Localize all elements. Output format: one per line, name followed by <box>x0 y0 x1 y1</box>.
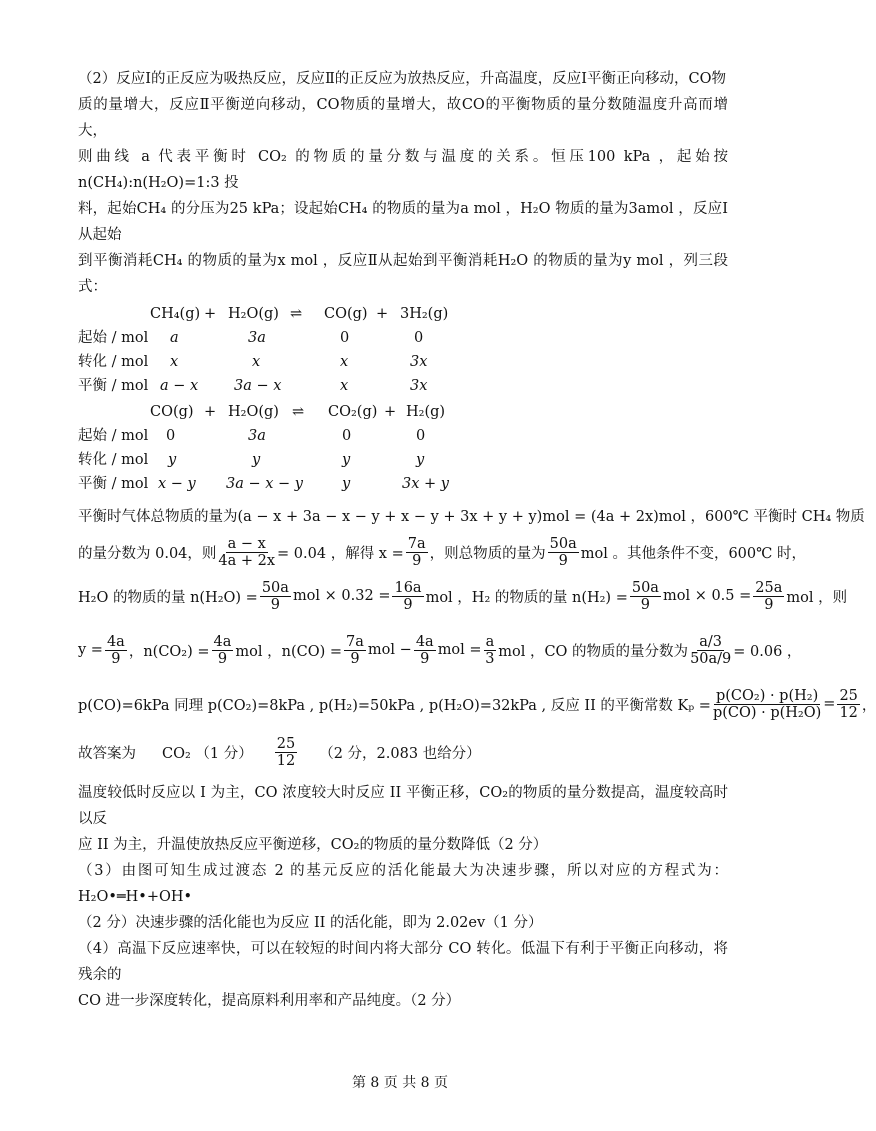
text: y = <box>78 642 103 658</box>
numerator: 25a <box>755 579 783 596</box>
text: mol ，n(CO) = <box>235 643 343 660</box>
t1-h-co: CO(g) <box>324 306 368 322</box>
cell: y <box>342 476 351 492</box>
numerator: a/3 <box>699 633 723 650</box>
denominator: 9 <box>640 596 651 613</box>
kp-line <box>78 682 876 726</box>
numerator: 7a <box>346 633 364 650</box>
numerator: a <box>485 633 495 650</box>
fraction <box>414 634 436 667</box>
table-row <box>78 472 728 496</box>
t1-h-eq: ⇌ <box>290 306 303 322</box>
table-row <box>78 350 728 374</box>
numerator: 50a <box>261 579 289 596</box>
denominator: 4a + 2x <box>218 552 276 569</box>
cell: 0 <box>166 428 176 444</box>
fraction <box>548 536 579 569</box>
denominator: 9 <box>412 552 422 569</box>
cell: y <box>342 452 351 468</box>
cell: a <box>170 330 179 346</box>
text: p(CO)=6kPa 同理 p(CO₂)=8kPa , p(H₂)=50kPa , p(H₂O)=32kPa , 反应 II 的平衡常数 Kₚ = <box>78 697 711 714</box>
denominator: 9 <box>558 552 568 569</box>
text: ，n(CO₂) = <box>128 643 210 660</box>
page-footer: 第 8 页 共 8 页 <box>351 1075 449 1091</box>
text: mol ，则 <box>786 589 848 606</box>
row-label: 转化 / mol <box>78 452 149 468</box>
row-label: 起始 / mol <box>78 330 149 346</box>
cell: 3x <box>410 354 428 370</box>
para-2-line-1: （2）反应Ⅰ的正反应为吸热反应，反应Ⅱ的正反应为放热反应，升高温度，反应Ⅰ平衡正向移动，CO物 <box>78 71 727 87</box>
table-row <box>78 424 728 448</box>
para-2-line-3: 则曲线 a 代表平衡时 CO₂ 的物质的量分数与温度的关系。恒压100 kPa ，起始按n(CH₄):n(H₂O)=1:3 投 <box>78 149 728 191</box>
explanation-line-1: 温度较低时反应以 I 为主，CO 浓度较大时反应 II 平衡正移，CO₂的物质的量分数提高，温度较高时以反 <box>78 785 728 827</box>
text: mol ，CO 的物质的量分数为 <box>498 643 689 660</box>
para-2-line-2: 质的量增大，反应Ⅱ平衡逆向移动，CO物质的量增大，故CO的平衡物质的量分数随温度升高而增大， <box>78 97 728 139</box>
cell: y <box>416 452 425 468</box>
cell: x − y <box>158 476 196 492</box>
row-label: 平衡 / mol <box>78 378 149 394</box>
text: mol = <box>437 642 482 658</box>
fraction <box>218 536 275 569</box>
text: = 0.06 ， <box>733 643 802 660</box>
fraction <box>212 634 234 667</box>
fraction <box>630 580 661 613</box>
h2o-h2-amount-line <box>78 574 848 618</box>
numerator: 50a <box>549 535 577 552</box>
part-3-line-1: （3）由图可知生成过渡态 2 的基元反应的活化能最大为决速步骤，所以对应的方程式为：H₂O•═H•+OH• <box>78 863 728 905</box>
fraction <box>753 580 784 613</box>
para-2-line-4: 料，起始CH₄ 的分压为25 kPa；设起始CH₄ 的物质的量为a mol ，H₂O 物质的量为3amol ，反应Ⅰ从起始 <box>78 201 728 243</box>
mole-fraction-line <box>78 530 806 574</box>
denominator: 9 <box>420 650 430 667</box>
row-label: 平衡 / mol <box>78 476 149 492</box>
t2-h-h2o: H₂O(g) <box>228 404 279 420</box>
answer-line <box>78 730 728 774</box>
table-row <box>78 448 728 472</box>
fraction <box>344 634 366 667</box>
fraction <box>105 634 127 667</box>
row-label: 转化 / mol <box>78 354 149 370</box>
text: ， <box>861 697 876 714</box>
cell: 3a − x − y <box>226 476 303 492</box>
text: mol × 0.5 = <box>662 588 752 604</box>
cell: y <box>168 452 177 468</box>
part-4-line-1: （4）高温下反应速率快，可以在较短的时间内将大部分 CO 转化。低温下有利于平衡正向移动，将残余的 <box>78 941 728 983</box>
fraction <box>275 736 297 769</box>
text: mol − <box>367 642 412 658</box>
cell: 3x + y <box>402 476 449 492</box>
t2-h-plus2: + <box>384 404 397 420</box>
t1-h-plus: + <box>204 306 217 322</box>
denominator: 12 <box>276 752 296 769</box>
text: 的量分数为 0.04，则 <box>78 545 217 562</box>
t2-h-eq: ⇌ <box>292 404 305 420</box>
numerator: 4a <box>213 633 232 650</box>
denominator: 50a/9 <box>690 650 732 667</box>
denominator: p(CO) · p(H₂O) <box>712 704 822 721</box>
text: CO₂ （1 分） <box>162 745 253 762</box>
row-label: 起始 / mol <box>78 428 149 444</box>
fraction <box>690 634 731 667</box>
table-1-header <box>78 302 728 326</box>
t1-h-ch4: CH₄(g) <box>150 306 201 322</box>
table-2-header <box>78 400 728 424</box>
table-row <box>78 374 728 398</box>
cell: x <box>252 354 261 370</box>
numerator: 50a <box>631 579 659 596</box>
text: mol 。其他条件不变，600℃ 时， <box>580 545 806 562</box>
fraction <box>260 580 291 613</box>
numerator: 4a <box>106 633 125 650</box>
text: mol ，H₂ 的物质的量 n(H₂) = <box>425 589 628 606</box>
cell: 3a <box>248 428 266 444</box>
denominator: 3 <box>485 650 495 667</box>
denominator: 9 <box>764 596 774 613</box>
numerator: 25 <box>839 687 858 704</box>
cell: x <box>340 378 349 394</box>
cell: 0 <box>342 428 352 444</box>
t2-h-co: CO(g) <box>150 404 194 420</box>
t2-h-plus: + <box>204 404 217 420</box>
numerator: a − x <box>227 535 266 552</box>
page-content <box>78 66 876 1014</box>
text: （2 分，2.083 也给分） <box>319 745 481 762</box>
denominator: 9 <box>217 650 228 667</box>
cell: x <box>170 354 179 370</box>
text: = <box>823 696 836 712</box>
numerator: 4a <box>415 633 434 650</box>
cell: x <box>340 354 349 370</box>
three-stage-table-1 <box>78 302 728 398</box>
cell: a − x <box>160 378 199 394</box>
fraction <box>484 634 497 667</box>
cell: y <box>252 452 261 468</box>
table-row <box>78 326 728 350</box>
numerator: p(CO₂) · p(H₂) <box>715 687 819 704</box>
fraction <box>713 688 821 721</box>
cell: 3a − x <box>234 378 282 394</box>
text: ，则总物质的量为 <box>429 545 546 562</box>
t1-h-h2o: H₂O(g) <box>228 306 279 322</box>
text: H₂O 的物质的量 n(H₂O) = <box>78 589 258 606</box>
t2-h-h2: H₂(g) <box>406 404 446 420</box>
y-co-fraction-line <box>78 618 802 682</box>
para-2-line-5: 到平衡消耗CH₄ 的物质的量为x mol ，反应Ⅱ从起始到平衡消耗H₂O 的物质的量为y mol ，列三段式： <box>78 253 728 295</box>
fraction <box>837 688 859 721</box>
cell: 0 <box>414 330 424 346</box>
cell: 0 <box>416 428 426 444</box>
text: mol × 0.32 = <box>292 588 391 604</box>
cell: 0 <box>340 330 350 346</box>
t1-h-h2: 3H₂(g) <box>400 306 449 322</box>
denominator: 9 <box>403 596 413 613</box>
t1-h-plus2: + <box>376 306 389 322</box>
part-4-line-2: CO 进一步深度转化，提高原料利用率和产品纯度。（2 分） <box>78 993 461 1009</box>
part-3-line-2: （2 分）决速步骤的活化能也为反应 II 的活化能，即为 2.02ev（1 分） <box>78 915 543 931</box>
total-moles-line: 平衡时气体总物质的量为(a − x + 3a − x − y + x − y + 3x + y + y)mol = (4a + 2x)mol ，600℃ 平衡时 CH₄ 物质 <box>78 509 865 525</box>
cell: 3a <box>248 330 266 346</box>
numerator: 25 <box>276 735 296 752</box>
t2-h-co2: CO₂(g) <box>328 404 378 420</box>
numerator: 16a <box>394 579 422 596</box>
explanation-line-2: 应 II 为主，升温使放热反应平衡逆移，CO₂的物质的量分数降低（2 分） <box>78 837 548 853</box>
denominator: 9 <box>270 596 280 613</box>
text: 故答案为 <box>78 745 136 762</box>
denominator: 9 <box>350 650 360 667</box>
three-stage-table-2 <box>78 400 728 496</box>
denominator: 9 <box>111 650 121 667</box>
numerator: 7a <box>407 535 426 552</box>
fraction <box>406 536 428 569</box>
text: = 0.04 ，解得 x = <box>277 545 404 562</box>
denominator: 12 <box>839 704 858 721</box>
cell: 3x <box>410 378 428 394</box>
fraction <box>392 580 423 613</box>
